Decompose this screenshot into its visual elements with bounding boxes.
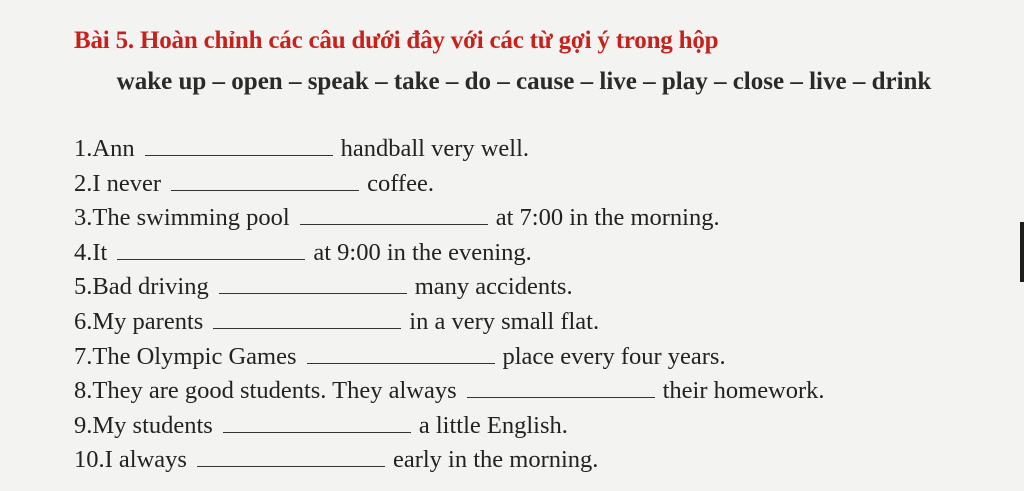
answer-blank[interactable]: [219, 273, 407, 294]
exercise-item-10: [74, 443, 974, 478]
item-text-after: at 9:00 in the evening.: [313, 238, 532, 266]
item-text-after: many accidents.: [414, 273, 573, 301]
item-text-before: 2.I never: [74, 169, 162, 197]
item-text-after: early in the morning.: [392, 446, 599, 474]
exercise-item-4: [74, 236, 974, 271]
exercise-item-3: [74, 201, 974, 236]
exercise-item-1: [74, 132, 974, 167]
item-text-after: handball very well.: [340, 135, 530, 162]
answer-blank[interactable]: [213, 308, 401, 329]
word-box: wake up – open – speak – take – do – cause – live – play – close – live – drink: [116, 68, 932, 95]
answer-blank[interactable]: [197, 446, 385, 467]
exercise-list: [74, 132, 974, 478]
item-text-before: 5.Bad driving: [74, 273, 209, 301]
item-text-before: 10.I always: [74, 446, 187, 474]
item-text-after: a little English.: [418, 411, 568, 439]
answer-blank[interactable]: [145, 135, 333, 156]
exercise-item-5: [74, 270, 974, 305]
item-text-before: 8.They are good students. They always: [74, 377, 457, 405]
answer-blank[interactable]: [171, 170, 359, 191]
item-text-after: in a very small flat.: [409, 307, 600, 335]
answer-blank[interactable]: [467, 377, 655, 398]
exercise-item-8: [74, 374, 974, 409]
exercise-item-6: [74, 305, 974, 340]
item-text-before: 1.Ann: [74, 135, 135, 162]
answer-blank[interactable]: [223, 412, 411, 433]
exercise-title: Bài 5. Hoàn chỉnh các câu dưới đây với các từ gợi ý trong hộp: [74, 27, 719, 54]
item-text-after: place every four years.: [502, 342, 726, 370]
item-text-before: 3.The swimming pool: [74, 204, 290, 232]
item-text-before: 4.It: [74, 238, 108, 266]
exercise-item-9: [74, 409, 974, 444]
item-text-after: coffee.: [367, 169, 434, 197]
item-text-before: 9.My students: [74, 411, 213, 439]
item-text-after: their homework.: [662, 377, 825, 405]
answer-blank[interactable]: [300, 204, 488, 225]
page-edge-shadow: [1020, 222, 1024, 282]
exercise-item-2: [74, 167, 974, 202]
exercise-item-7: [74, 340, 974, 375]
answer-blank[interactable]: [307, 343, 495, 364]
item-text-after: at 7:00 in the morning.: [495, 204, 720, 232]
item-text-before: 7.The Olympic Games: [74, 342, 297, 370]
item-text-before: 6.My parents: [74, 307, 204, 335]
answer-blank[interactable]: [117, 239, 305, 260]
